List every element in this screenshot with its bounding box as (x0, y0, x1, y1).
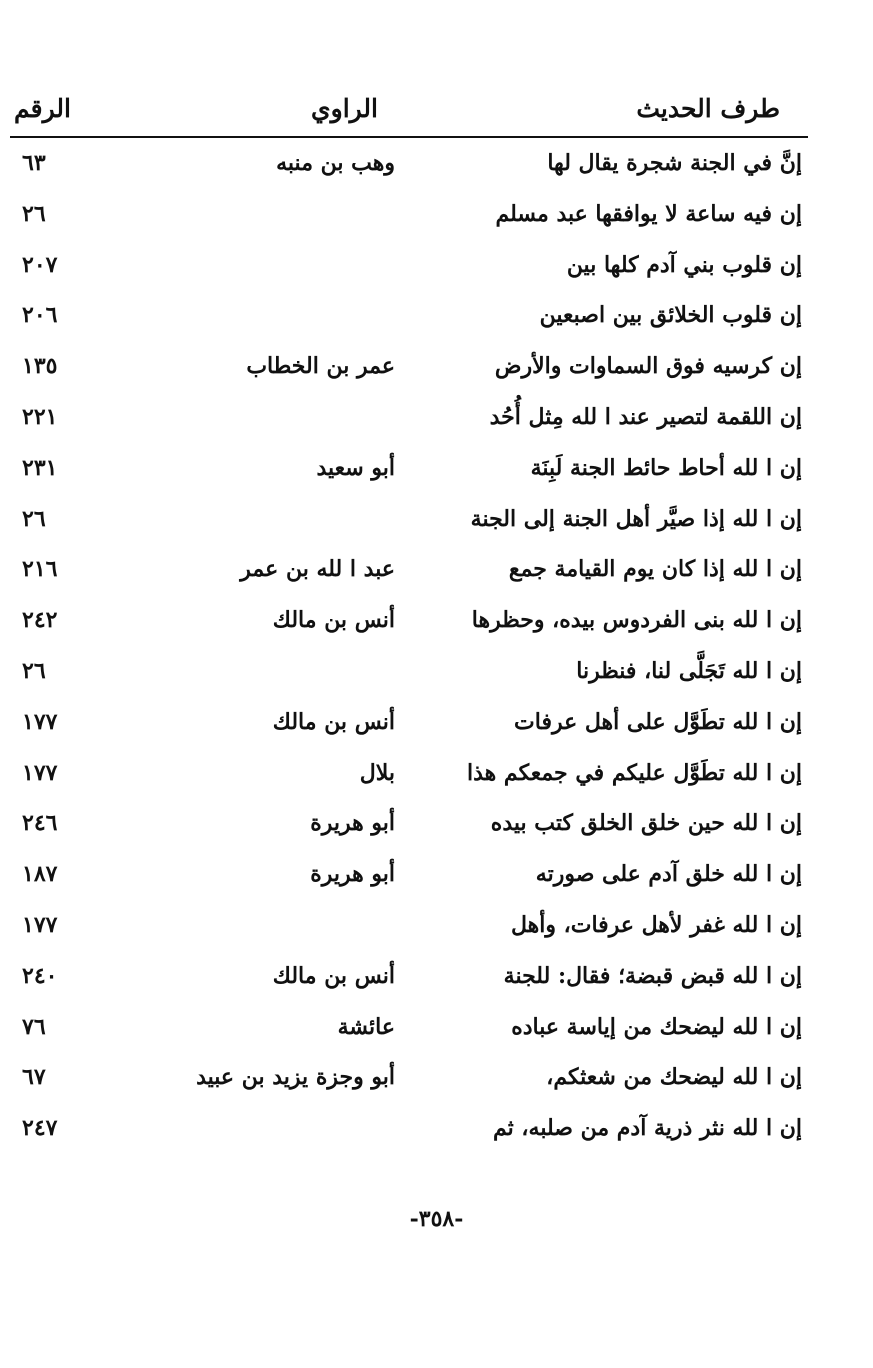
number-cell: ٢٤٦ (22, 810, 58, 837)
hadith-cell: إن ا لله حين خلق الخلق كتب بيده (490, 810, 802, 837)
number-cell: ٢٦ (22, 200, 46, 227)
rawi-cell: عائشة (337, 1013, 395, 1040)
number-cell: ٢٤٢ (22, 607, 58, 634)
header-number: الرقم (14, 94, 71, 123)
table-row (10, 199, 810, 250)
table-row (10, 961, 810, 1012)
hadith-cell: إن قلوب بني آدم كلها بين (566, 251, 802, 278)
hadith-cell: إن ا لله أحاط حائط الجنة لَبِنَة (530, 454, 802, 481)
hadith-cell: إن ا لله تَجَلَّى لنا، فنظرنا (576, 657, 802, 684)
rawi-cell: أبو هريرة (310, 861, 395, 888)
number-cell: ٢٠٦ (22, 302, 58, 329)
table-row (10, 250, 810, 301)
rawi-cell: بلال (359, 759, 395, 786)
table-row (10, 808, 810, 859)
hadith-cell: إن فيه ساعة لا يوافقها عبد مسلم (495, 200, 802, 227)
table-body (10, 148, 810, 1164)
rawi-cell: أبو سعيد (316, 454, 395, 481)
table-row (10, 910, 810, 961)
number-cell: ١٧٧ (22, 759, 58, 786)
number-cell: ١٧٧ (22, 911, 58, 938)
number-cell: ٢٤٠ (22, 962, 58, 989)
table-row (10, 148, 810, 199)
table-row (10, 605, 810, 656)
table-row (10, 351, 810, 402)
table-row (10, 656, 810, 707)
table-row (10, 1113, 810, 1164)
hadith-cell: إن ا لله غفر لأهل عرفات، وأهل (511, 911, 802, 938)
rawi-cell: وهب بن منبه (276, 150, 395, 176)
hadith-cell: إن ا لله تطَوَّل عليكم في جمعكم هذا (467, 759, 802, 786)
table-row (10, 504, 810, 555)
table-row (10, 1012, 810, 1063)
hadith-cell: إن ا لله ليضحك من إياسة عباده (511, 1013, 802, 1040)
table-row (10, 859, 810, 910)
number-cell: ٦٧ (22, 1064, 46, 1091)
number-cell: ١٨٧ (22, 861, 58, 888)
table-row (10, 1062, 810, 1113)
rawi-cell: أنس بن مالك (272, 607, 395, 634)
rawi-cell: أبو وجزة يزيد بن عبيد (196, 1064, 395, 1091)
rawi-cell: أنس بن مالك (272, 962, 395, 989)
header-rawi: الراوي (311, 94, 378, 123)
hadith-cell: إن ا لله تطَوَّل على أهل عرفات (514, 708, 802, 735)
rawi-cell: أنس بن مالك (272, 708, 395, 735)
number-cell: ٢٦ (22, 505, 46, 532)
hadith-cell: إن ا لله خلق آدم على صورته (535, 861, 802, 888)
number-cell: ٢٦ (22, 657, 46, 684)
table-row (10, 453, 810, 504)
rawi-cell: عبد ا لله بن عمر (240, 556, 395, 583)
hadith-cell: إن ا لله إذا صيَّر أهل الجنة إلى الجنة (470, 505, 802, 532)
hadith-cell: إن ا لله قبض قبضة؛ فقال: للجنة (503, 962, 802, 989)
table-row (10, 402, 810, 453)
table-row (10, 707, 810, 758)
table-row (10, 554, 810, 605)
number-cell: ١٣٥ (22, 353, 58, 380)
number-cell: ١٧٧ (22, 708, 58, 735)
hadith-cell: إن قلوب الخلائق بين اصبعين (539, 302, 802, 329)
header-divider (10, 136, 808, 138)
number-cell: ٢٣١ (22, 454, 58, 481)
number-cell: ٦٣ (22, 150, 46, 176)
hadith-cell: إن اللقمة لتصير عند ا لله مِثل أُحُد (489, 403, 802, 430)
number-cell: ٧٦ (22, 1013, 46, 1040)
hadith-cell: إن كرسيه فوق السماوات والأرض (494, 353, 802, 380)
page-number: -٣٥٨- (409, 1206, 464, 1232)
table-row (10, 758, 810, 809)
hadith-cell: إن ا لله ليضحك من شعثكم، (546, 1064, 802, 1091)
number-cell: ٢٤٧ (22, 1115, 58, 1142)
header-hadith: طرف الحديث (636, 94, 780, 123)
rawi-cell: أبو هريرة (310, 810, 395, 837)
hadith-cell: إن ا لله بنى الفردوس بيده، وحظرها (471, 607, 802, 634)
number-cell: ٢٠٧ (22, 251, 58, 278)
hadith-cell: إن ا لله إذا كان يوم القيامة جمع (508, 556, 802, 583)
hadith-cell: إن ا لله نثر ذرية آدم من صلبه، ثم (493, 1115, 802, 1142)
table-row (10, 300, 810, 351)
hadith-cell: إنَّ في الجنة شجرة يقال لها (547, 150, 802, 176)
number-cell: ٢١٦ (22, 556, 58, 583)
table-header (10, 94, 810, 138)
rawi-cell: عمر بن الخطاب (246, 353, 395, 380)
number-cell: ٢٢١ (22, 403, 58, 430)
